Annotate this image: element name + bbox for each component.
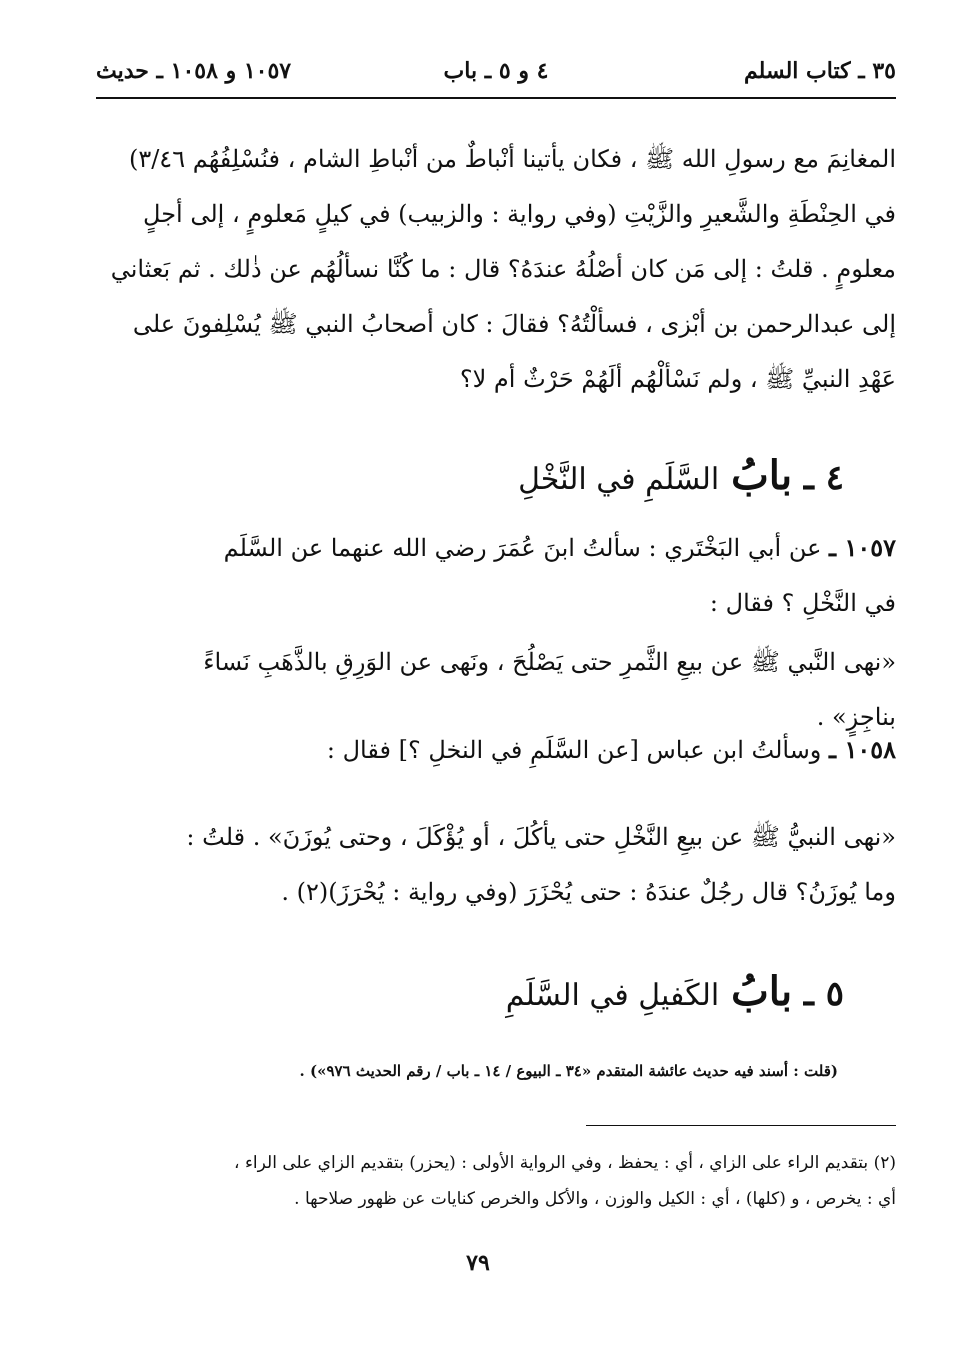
header-chapter: ٤ و ٥ ـ باب — [443, 58, 549, 84]
page-number: ٧٩ — [466, 1250, 490, 1276]
hadith-line — [96, 722, 896, 778]
intro-line: المغانِمَ مع رسولِ الله ﷺ ، فكان يأتينا أنْباطٌ من أنْباطِ الشام ، فنُسْلِفُهُم ٣/٤٦) — [128, 145, 896, 173]
hadith-1057 — [96, 520, 896, 631]
hadith-text: عن أبي البَخْتَري : سألتُ ابنَ عُمَرَ رضي الله عنهما عن السَّلَم — [223, 534, 822, 562]
chapter-heading-4 — [518, 452, 844, 499]
intro-line: معلومٍ . قلتُ : إلى مَن كان أصْلُهُ عندَهُ؟ قال : ما كُنَّا نسألُهُم عن ذٰلك . ثم بَعثاني — [110, 255, 896, 283]
running-header — [96, 52, 896, 92]
hadith-1058 — [96, 722, 896, 778]
footnote — [96, 1145, 896, 1217]
editor-note: (قلت : أسند فيه حديث عائشة المتقدم «٣٤ ـ البيوع / ١٤ ـ باب / رقم الحديث ٩٧٦») . — [299, 1062, 838, 1080]
header-hadith-range: ١٠٥٧ و ١٠٥٨ ـ حديث — [96, 58, 292, 84]
hadith-line — [96, 520, 896, 576]
hadith-text: وسألتُ ابن عباس [عن السَّلَمِ في النخلِ ؟] فقال : — [326, 736, 822, 764]
footnote-line: أي : يخرص ، و (كلها) ، أي : الكيل والوزن ، والأكل والخرص كنايات عن ظهور صلاحها . — [294, 1189, 896, 1209]
intro-line: في الحِنْطَةِ والشَّعيرِ والزَّيْتِ (وفي رواية : والزبيب) في كيلٍ مَعلومٍ ، إلى أجلٍ — [143, 200, 896, 228]
hadith-line: في النَّخْلِ ؟ فقال : — [709, 589, 896, 617]
header-book-title: ٣٥ ـ كتاب السلم — [744, 58, 896, 84]
hadith-number: ١٠٥٨ ـ — [829, 735, 896, 764]
chapter-word: بابُ — [731, 968, 793, 1015]
intro-paragraph — [96, 132, 896, 407]
intro-line: إلى عبدالرحمن بن أبْزى ، فسألْتُهُ؟ فقالَ : كان أصحابُ النبي ﷺ يُسْلِفونَ على — [132, 310, 896, 338]
chapter-heading-5 — [506, 968, 844, 1015]
chapter-title: الكَفيلِ في السَّلَمِ — [505, 978, 720, 1013]
chapter-number: ٤ ـ — [803, 458, 844, 498]
hadith-number: ١٠٥٧ ـ — [829, 533, 896, 562]
hadith-1058-quote — [96, 810, 896, 920]
intro-line: عَهْدِ النبيِّ ﷺ ، ولم نَسْألْهُم ألَهُمْ حَرْثٌ أم لا؟ — [459, 365, 896, 393]
footnote-line: (٢) بتقديم الراء على الزاي ، أي : يحفظ ، وفي الرواية الأولى : (يحزر) بتقديم الزاي على الراء ، — [234, 1153, 896, 1173]
chapter-number: ٥ ـ — [803, 974, 844, 1014]
footnote-divider — [586, 1125, 896, 1126]
header-divider — [96, 97, 896, 99]
quote-line: «نهى النَّبي ﷺ عن بيعِ الثَّمرِ حتى يَصْلُحَ ، ونَهى عن الوَرِقِ بالذَّهَبِ نَساءً — [203, 648, 896, 676]
quote-line: وما يُوزَنُ؟ قال رجُلٌ عندَهُ : حتى يُحْزَرَ (وفي رواية : يُحْرَزَ)(٢) . — [281, 878, 896, 906]
chapter-word: بابُ — [731, 452, 793, 499]
chapter-title: السَّلَمِ في النَّخْلِ — [518, 462, 720, 497]
quote-line: «نهى النبيُّ ﷺ عن بيعِ النَّخْلِ حتى يأكُلَ ، أو يُؤْكَلَ ، وحتى يُوزَنَ» . قلتُ : — [186, 823, 896, 851]
quote-line: بناجِزٍ» . — [816, 703, 896, 731]
